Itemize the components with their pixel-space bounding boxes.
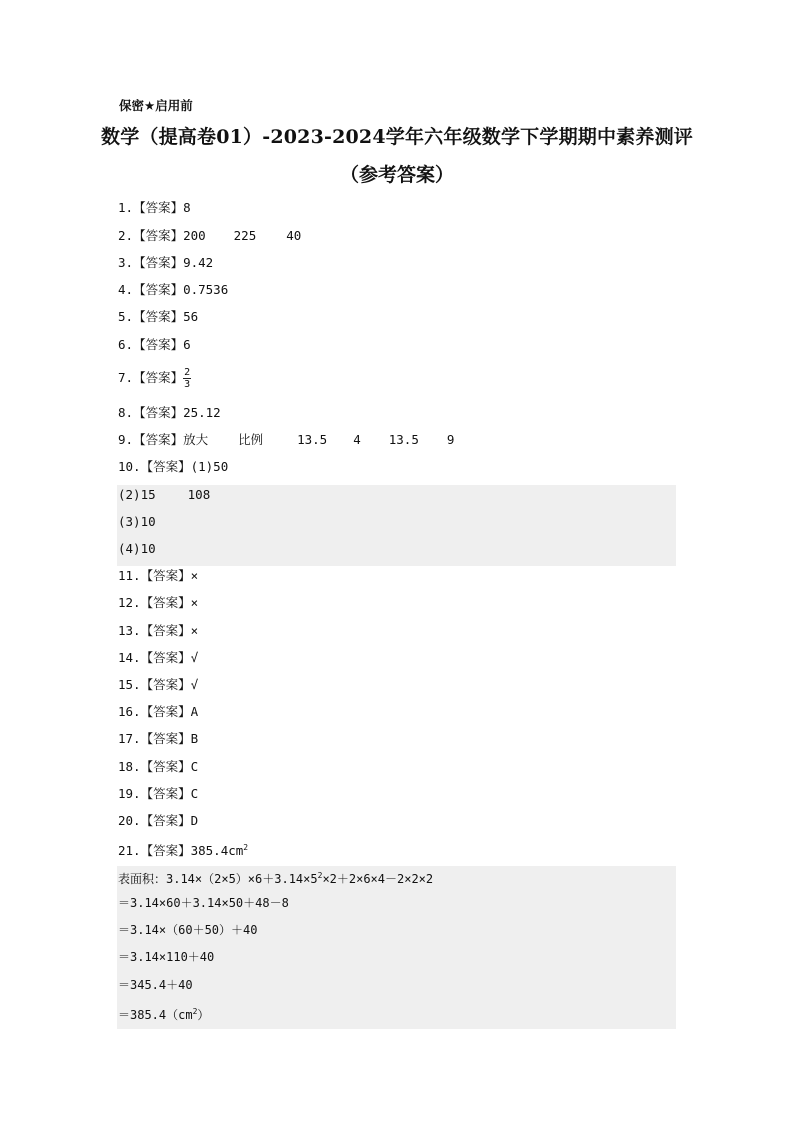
- confidential-label: 保密★启用前: [119, 98, 193, 113]
- answer-10-part-2: (2)15 108: [118, 487, 211, 502]
- check-mark-icon: √: [190, 650, 199, 665]
- solution-line-6: $=385.4(cm^2)$: [118, 1007, 210, 1022]
- answer-16: 16.【答案】A: [118, 704, 199, 719]
- solution-line-3: ＝3.14×（60＋50）＋40: [118, 923, 258, 937]
- check-mark-icon: √: [190, 677, 199, 692]
- answer-21: 21.【答案】$385.4cm^2$: [118, 843, 249, 859]
- answer-15: 15.【答案】√: [118, 677, 199, 692]
- answer-12: 12.【答案】×: [118, 595, 199, 610]
- answer-7: 7.【答案】 $\frac{2}{3}$: [118, 367, 191, 390]
- answer-5: 5.【答案】56: [118, 309, 199, 324]
- answer-18: 18.【答案】C: [118, 759, 199, 774]
- fraction-two-thirds: $\frac{2}{3}$: [184, 367, 191, 390]
- answer-3: 3.【答案】9.42: [118, 255, 214, 270]
- answer-11: 11.【答案】×: [118, 568, 199, 583]
- answer-13: 13.【答案】×: [118, 623, 199, 638]
- answer-20: 20.【答案】D: [118, 813, 199, 828]
- solution-line-2: ＝3.14×60＋3.14×50＋48－8: [118, 896, 289, 910]
- answer-8: 8.【答案】25.12: [118, 405, 221, 420]
- answer-10: 10.【答案】(1)50: [118, 459, 229, 474]
- answer-19: 19.【答案】C: [118, 786, 199, 801]
- solution-line-4: ＝3.14×110＋40: [118, 950, 215, 964]
- solution-line-1: 表面积：$3.14\times(2\times 5)\times 6+3.14\times 5^2\times 2+2\times 6\times 4-2\times 2\times 2$: [118, 871, 434, 886]
- answer-10-part-3: (3)10: [118, 514, 156, 529]
- solution-line-5: ＝345.4＋40: [118, 978, 193, 992]
- answer-4: 4.【答案】0.7536: [118, 282, 229, 297]
- answer-6: 6.【答案】6: [118, 337, 191, 352]
- document-title: 数学（提高卷01）-2023-2024学年六年级数学下学期期中素养测评: [101, 126, 693, 148]
- document-subtitle: （参考答案）: [339, 164, 454, 186]
- answer-17: 17.【答案】B: [118, 731, 199, 746]
- answer-10-part-4: (4)10: [118, 541, 156, 556]
- answer-2: 2.【答案】200 225 40: [118, 228, 302, 243]
- answer-9: 9.【答案】放大 比例 13.5 4 13.5 9: [118, 432, 455, 447]
- answer-14: 14.【答案】√: [118, 650, 199, 665]
- answer-1: 1.【答案】8: [118, 200, 191, 215]
